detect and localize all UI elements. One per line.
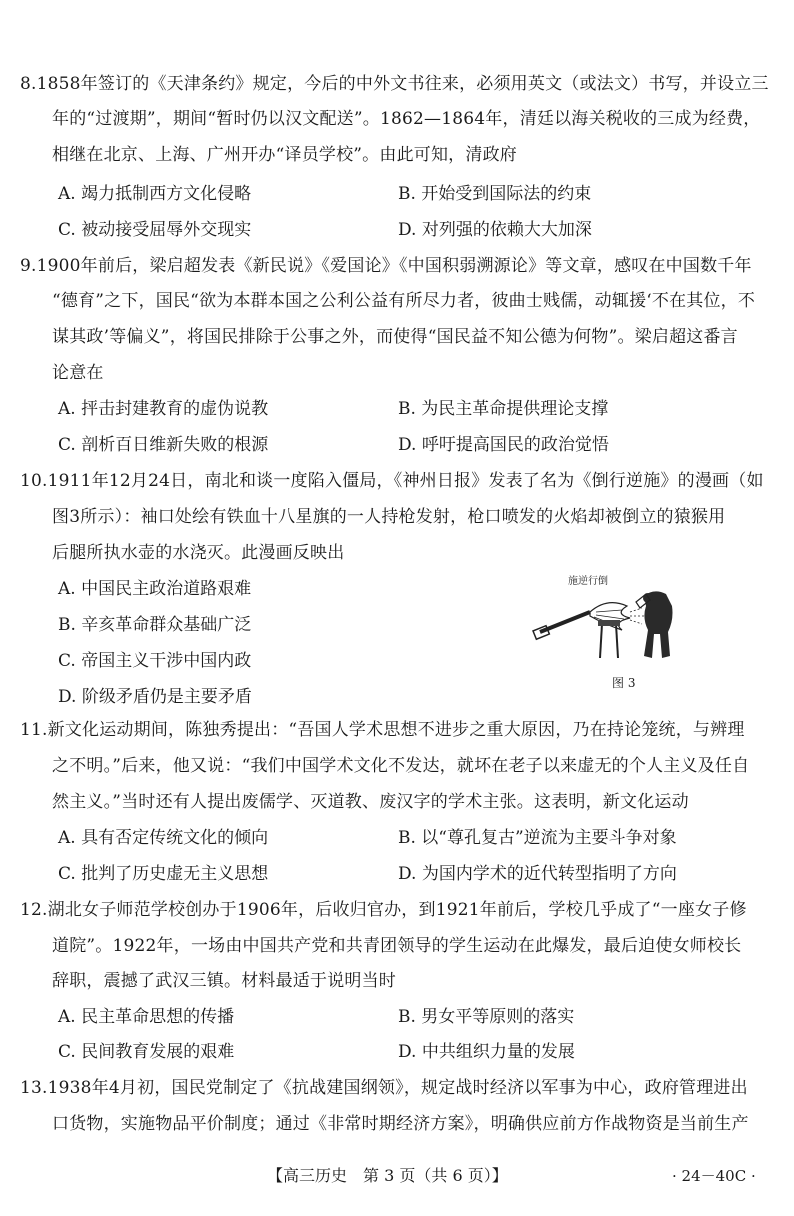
q8-option-d: D. 对列强的依赖大大加深 — [398, 220, 592, 240]
water-spray-shape — [630, 608, 644, 624]
q8-line-3: 相继在北京、上海、广州开办“译员学校”。由此可知，清政府 — [52, 145, 517, 165]
q10-option-b: B. 辛亥革命群众基础广泛 — [58, 615, 252, 635]
q8-line-2: 年的“过渡期”，期间“暂时仍以汉文配送”。1862—1864年，清廷以海关税收的三成为经费， — [52, 109, 761, 129]
q9-option-a: A. 抨击封建教育的虚伪说教 — [58, 399, 269, 419]
rifle-shape — [533, 612, 590, 639]
q10-line-3: 后腿所执水壶的水浇灭。此漫画反映出 — [52, 543, 345, 563]
footer-code: · 24－40C · — [672, 1167, 756, 1185]
q12-option-d: D. 中共组织力量的发展 — [398, 1042, 575, 1062]
q11-option-b: B. 以“尊孔复古”逆流为主要斗争对象 — [398, 828, 677, 848]
q9-line-2: “德育”之下，国民“欲为本群本国之公利公益有所尽力者，彼曲士贱儒，动辄援‘不在其位，不 — [52, 291, 756, 311]
q12-option-c: C. 民间教育发展的艰难 — [58, 1042, 235, 1062]
q12-line-3: 辞职，震撼了武汉三镇。材料最适于说明当时 — [52, 971, 396, 991]
q11-line-1: 11.新文化运动期间，陈独秀提出：“吾国人学术思想不进步之重大原因，乃在持论笼统，与辨理 — [20, 720, 745, 740]
q11-option-a: A. 具有否定传统文化的倾向 — [58, 828, 269, 848]
q11-option-d: D. 为国内学术的近代转型指明了方向 — [398, 864, 677, 884]
q11-line-2: 之不明。”后来，他又说：“我们中国学术文化不发达，就坏在老子以来虚无的个人主义及任自 — [52, 756, 750, 776]
q11-option-c: C. 批判了历史虚无主义思想 — [58, 864, 269, 884]
q9-option-c: C. 剖析百日维新失败的根源 — [58, 435, 269, 455]
q11-line-3: 然主义。”当时还有人提出废儒学、灭道教、废汉字的学术主张。这表明，新文化运动 — [52, 792, 689, 812]
q12-option-a: A. 民主革命思想的传播 — [58, 1007, 235, 1027]
q13-line-2: 口货物，实施物品平价制度；通过《非常时期经济方案》，明确供应前方作战物资是当前生产 — [52, 1114, 749, 1134]
footer-page-info: 【高三历史 第 3 页（共 6 页）】 — [267, 1166, 508, 1185]
q8-line-1: 8.1858年签订的《天津条约》规定，今后的中外文书往来，必须用英文（或法文）书写，并设立三 — [20, 74, 769, 94]
q10-line-1: 10.1911年12月24日，南北和谈一度陷入僵局，《神州日报》发表了名为《倒行逆施》的漫画（如 — [20, 471, 764, 491]
q12-line-2: 道院”。1922年，一场由中国共产党和共青团领导的学生运动在此爆发，最后迫使女师校长 — [52, 936, 742, 956]
q10-option-c: C. 帝国主义干涉中国内政 — [58, 651, 252, 671]
q8-option-b: B. 开始受到国际法的约束 — [398, 184, 592, 204]
q13-line-1: 13.1938年4月初，国民党制定了《抗战建国纲领》，规定战时经济以军事为中心，政府管理进出 — [20, 1078, 748, 1098]
cartoon-title: 施逆行倒 — [568, 576, 608, 587]
cartoon-figure — [532, 572, 682, 664]
q10-option-d: D. 阶级矛盾仍是主要矛盾 — [58, 687, 252, 707]
q8-option-a: A. 竭力抵制西方文化侵略 — [58, 184, 252, 204]
q12-option-b: B. 男女平等原则的落实 — [398, 1007, 575, 1027]
q8-option-c: C. 被动接受屈辱外交现实 — [58, 220, 252, 240]
monkey-figure — [636, 591, 673, 658]
q9-option-b: B. 为民主革命提供理论支撑 — [398, 399, 609, 419]
stand-shape — [598, 620, 620, 658]
q10-option-a: A. 中国民主政治道路艰难 — [58, 579, 252, 599]
figure-caption: 图 3 — [612, 676, 636, 690]
q9-line-3: 谋其政’等偏义”，将国民排除于公事之外，而使得“国民益不知公德为何物”。梁启超这番言 — [52, 327, 738, 347]
q9-line-4: 论意在 — [52, 363, 104, 383]
q9-line-1: 9.1900年前后，梁启超发表《新民说》《爱国论》《中国积弱溯源论》等文章，感叹在中国数千年 — [20, 256, 752, 276]
q10-line-2: 图3所示）：袖口处绘有铁血十八星旗的一人持枪发射，枪口喷发的火焰却被倒立的猿猴用 — [52, 507, 726, 527]
cartoon-drawing — [532, 572, 682, 664]
q12-line-1: 12.湖北女子师范学校创办于1906年，后收归官办，到1921年前后，学校几乎成了“一座女子修 — [20, 900, 747, 920]
q9-option-d: D. 呼吁提高国民的政治觉悟 — [398, 435, 609, 455]
